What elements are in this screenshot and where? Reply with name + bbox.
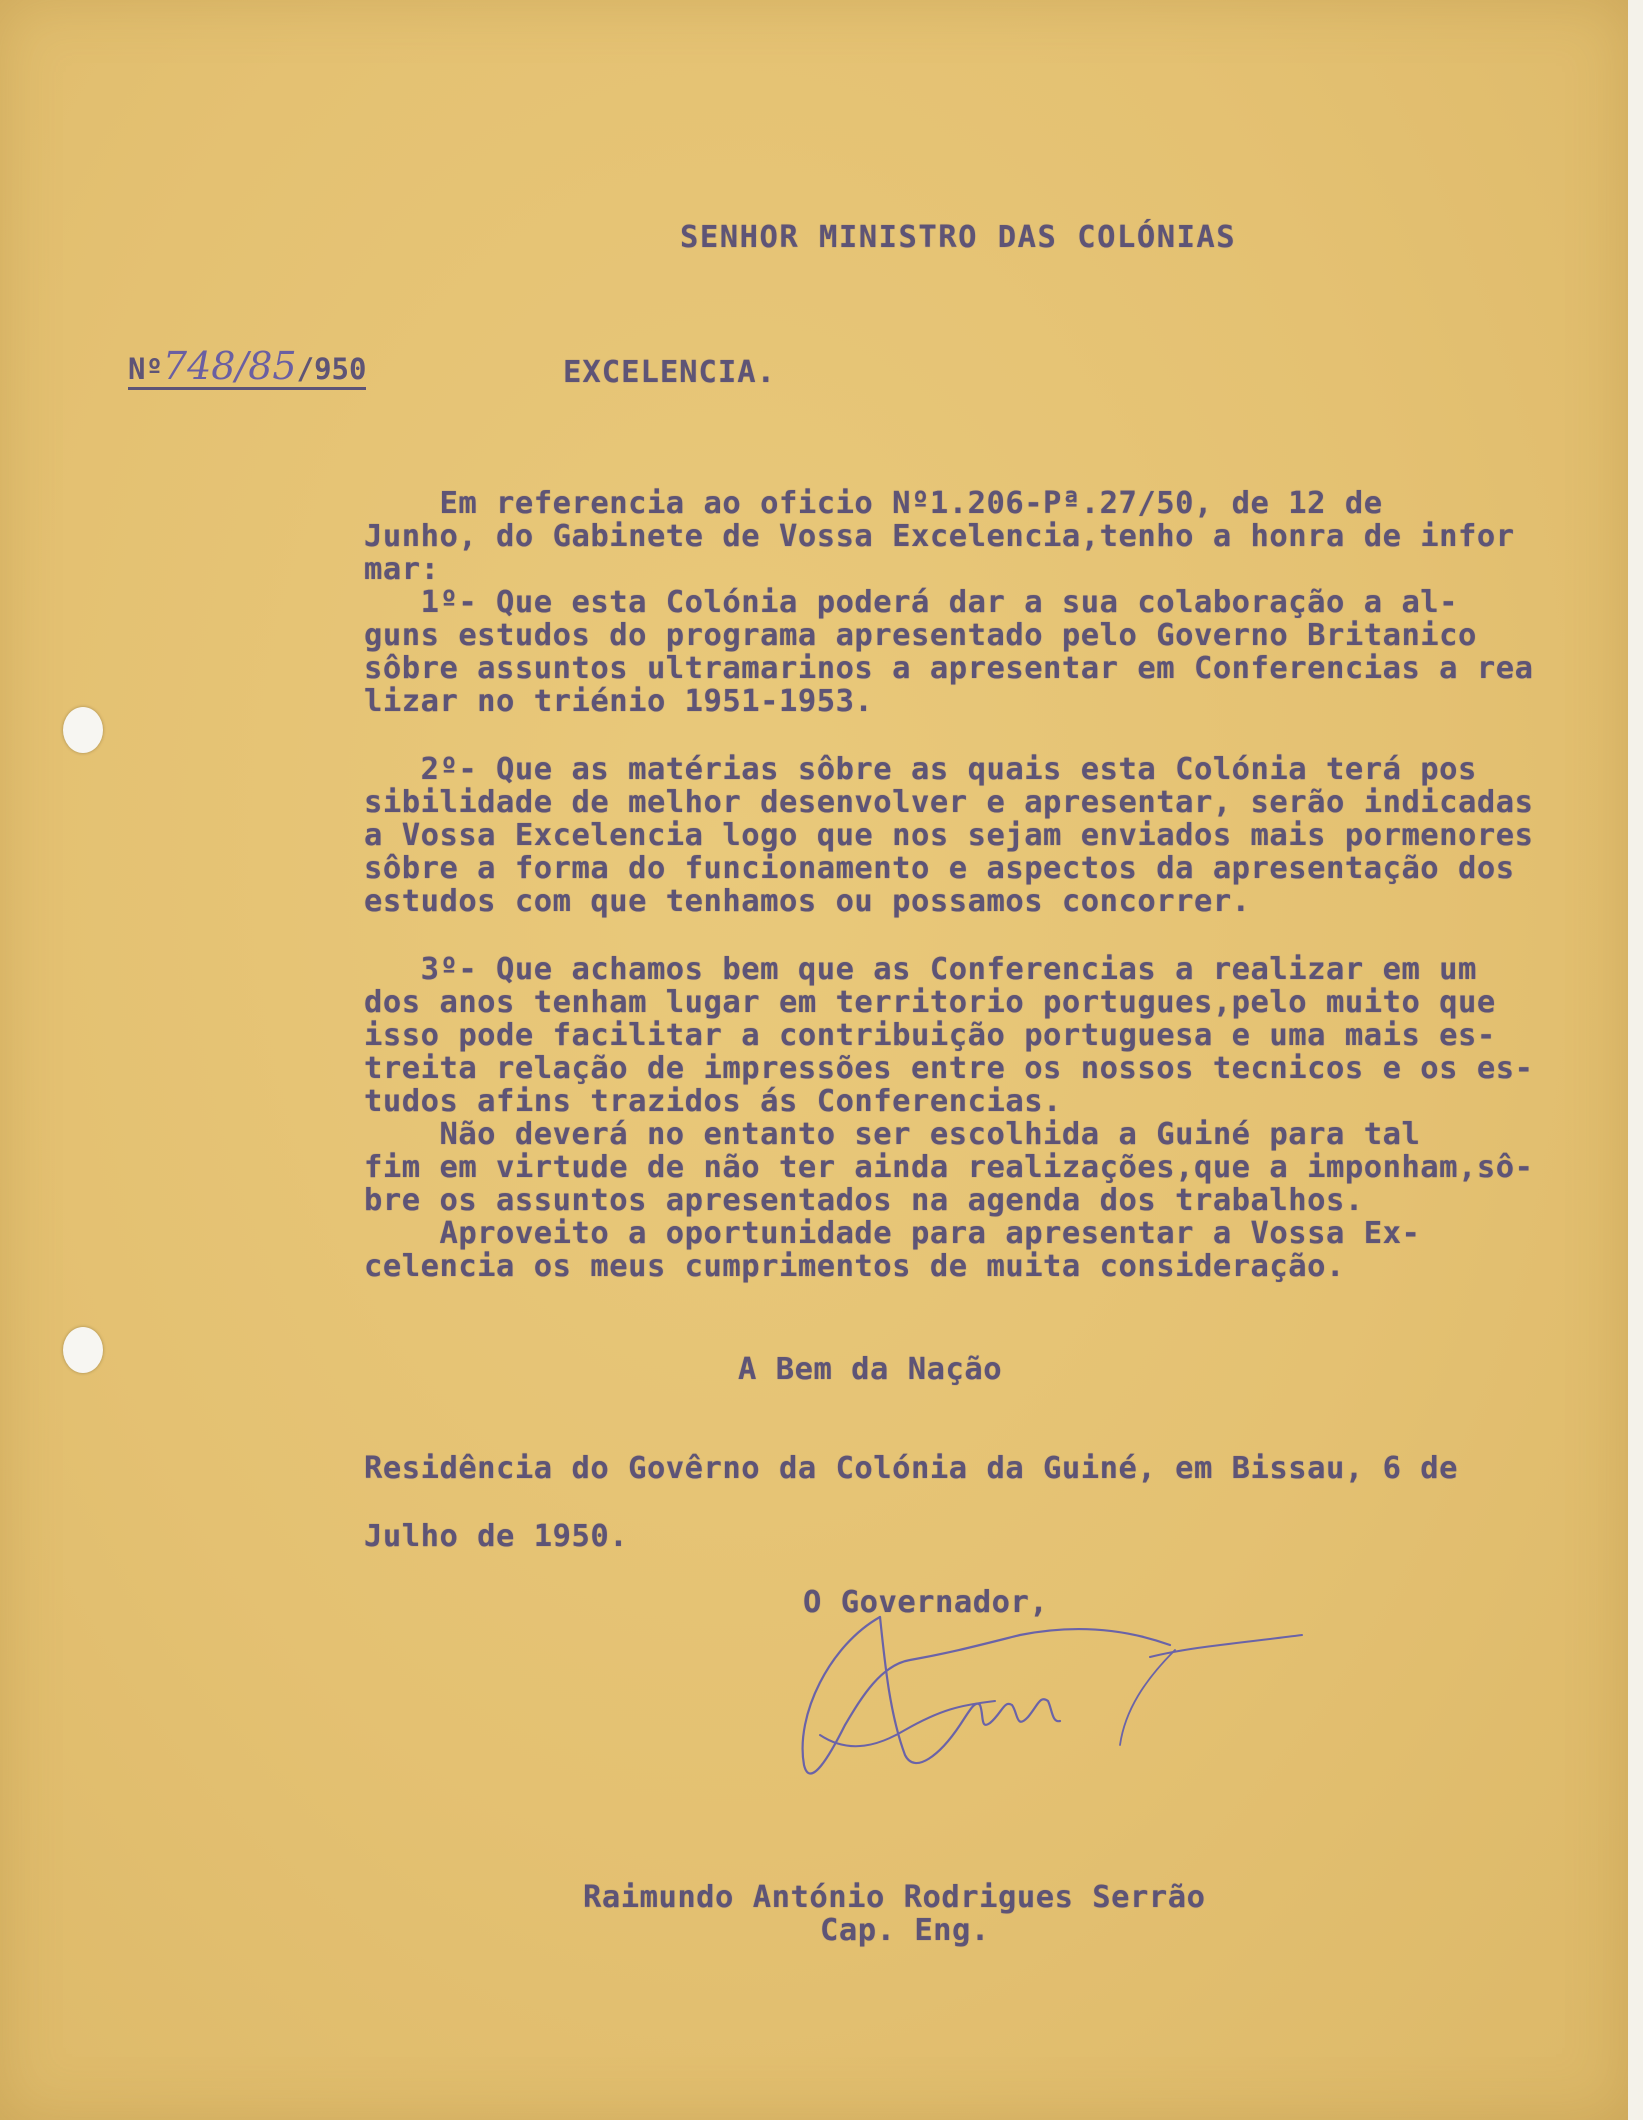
- body-line: 2º- Que as matérias sôbre as quais esta Colónia terá pos: [364, 752, 1477, 787]
- body-line: bre os assuntos apresentados na agenda dos trabalhos.: [364, 1183, 1364, 1218]
- place-date-line: Julho de 1950.: [364, 1519, 629, 1554]
- place-date-line: Residência do Govêrno da Colónia da Guiné, em Bissau, 6 de: [364, 1451, 1459, 1486]
- salutation: EXCELENCIA.: [563, 355, 776, 390]
- body-line: guns estudos do programa apresentado pelo Governo Britanico: [364, 618, 1477, 653]
- body-line: Não deverá no entanto ser escolhida a Guiné para tal: [364, 1117, 1421, 1152]
- handwritten-signature: [790, 1605, 1310, 1795]
- body-line: sôbre a forma do funcionamento e aspectos da apresentação dos: [364, 851, 1515, 886]
- reference-year: /950: [296, 352, 367, 386]
- body-line: treita relação de impressões entre os nossos tecnicos e os es-: [364, 1051, 1534, 1086]
- punch-hole-bottom: [63, 1327, 103, 1373]
- addressee-heading: SENHOR MINISTRO DAS COLÓNIAS: [680, 220, 1237, 255]
- body-line: 3º- Que achamos bem que as Conferencias a realizar em um: [364, 952, 1477, 987]
- punch-hole-top: [63, 707, 103, 753]
- closing-formula: A Bem da Nação: [738, 1352, 1003, 1387]
- signatory-rank: Cap. Eng.: [820, 1913, 990, 1948]
- body-line: 1º- Que esta Colónia poderá dar a sua colaboração a al-: [364, 585, 1459, 620]
- signatory-title: O Governador,: [803, 1585, 1049, 1620]
- body-line: Junho, do Gabinete de Vossa Excelencia,tenho a honra de infor: [364, 519, 1515, 554]
- body-line: celencia os meus cumprimentos de muita consideração.: [364, 1249, 1345, 1284]
- body-line: sibilidade de melhor desenvolver e apresentar, serão indicadas: [364, 785, 1534, 820]
- body-line: mar:: [364, 552, 440, 587]
- body-line: sôbre assuntos ultramarinos a apresentar em Conferencias a rea: [364, 651, 1534, 686]
- body-line: estudos com que tenhamos ou possamos concorrer.: [364, 884, 1251, 919]
- body-line: isso pode facilitar a contribuição portuguesa e uma mais es-: [364, 1018, 1496, 1053]
- body-line: dos anos tenham lugar em territorio portugues,pelo muito que: [364, 985, 1496, 1020]
- reference-number: [128, 344, 367, 390]
- scan-border: [1628, 0, 1643, 2120]
- reference-prefix: Nº: [128, 352, 163, 386]
- body-line: fim em virtude de não ter ainda realizações,que a imponham,sô-: [364, 1150, 1534, 1185]
- body-line: Aproveito a oportunidade para apresentar a Vossa Ex-: [364, 1216, 1421, 1251]
- body-line: lizar no triénio 1951-1953.: [364, 684, 874, 719]
- reference-handwritten-number: 748/85: [162, 344, 297, 388]
- body-line: tudos afins trazidos ás Conferencias.: [364, 1084, 1062, 1119]
- signatory-name: Raimundo António Rodrigues Serrão: [583, 1880, 1206, 1915]
- body-line: Em referencia ao oficio Nº1.206-Pª.27/50, de 12 de: [364, 486, 1383, 521]
- body-line: a Vossa Excelencia logo que nos sejam enviados mais pormenores: [364, 818, 1534, 853]
